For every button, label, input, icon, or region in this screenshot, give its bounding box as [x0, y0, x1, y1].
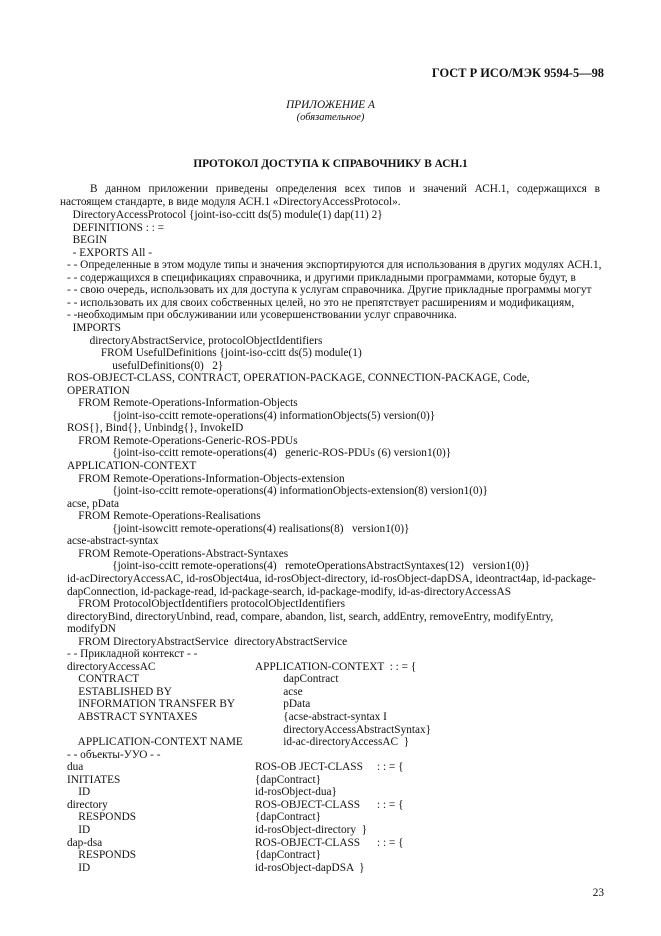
appendix-status: (обязательное): [296, 112, 365, 123]
listing-line-value: {dapContract}: [255, 773, 322, 786]
listing-line: APPLICATION-CONTEXT: [67, 460, 197, 472]
listing-line-value: {acse-abstract-syntax I: [255, 711, 387, 723]
listing-line: acse-abstract-syntax: [67, 535, 159, 548]
listing-line: - EXPORTS All -: [67, 246, 152, 259]
listing-line: IMPORTS: [67, 321, 121, 334]
appendix-title: ПРИЛОЖЕНИЕ А: [286, 99, 375, 111]
listing-line: {joint-iso-ccitt remote-operations(4) generic-ROS-PDUs (6) version1(0)}: [67, 447, 452, 460]
listing-line: id-acDirectoryAccessAC, id-rosObject4ua, id-rosObject-directory, id-rosObject-dapDSA, ideontract4ap, id-package-: [67, 572, 596, 585]
listing-line-value: directoryAccessAbstractSyntax}: [255, 723, 432, 736]
listing-line: FROM Remote-Operations-Information-Objects: [67, 397, 298, 410]
listing-line: - -необходимым при обслуживании или усовершенствовании услуг справочника.: [67, 309, 457, 322]
listing-line: ABSTRACT SYNTAXES: [67, 711, 198, 723]
listing-line: ID: [67, 786, 91, 799]
listing-line: FROM UsefulDefinitions {joint-iso-ccitt ds(5) module(1): [67, 347, 362, 360]
listing-line-value: ROS-OBJECT-CLASS : : = {: [255, 798, 404, 811]
intro-paragraph: В данном приложении приведены определения всех типов и значений АСН.1, содержащихся в настоящем стандарте, в виде модуля АСН.1 «DirectoryAccessProtocol».: [60, 183, 600, 208]
listing-line-value: ROS-OBJECT-CLASS : : = {: [255, 836, 404, 849]
listing-line: FROM Remote-Operations-Realisations: [67, 510, 261, 523]
listing-line: directory: [67, 798, 108, 811]
listing-line: CONTRACT: [67, 673, 140, 686]
document-title: ПРОТОКОЛ ДОСТУПА К СПРАВОЧНИКУ В АСН.1: [193, 158, 468, 170]
listing-line: DEFINITIONS : : =: [67, 221, 165, 234]
listing-line: RESPONDS: [67, 849, 137, 862]
listing-line: FROM ProtocolObjectIdentifiers protocolObjectIdentifiers: [67, 598, 345, 611]
listing-line-value: ROS-OB JECT-CLASS : : = {: [255, 761, 404, 774]
listing-line-value: id-rosObject-directory }: [255, 823, 368, 836]
listing-line: ROS{}, Bind{}, Unbindg{}, InvokeID: [67, 422, 244, 435]
listing-line: - - содержащихся в спецификациях справочника, и другими прикладными программами, которые будут, в: [67, 271, 576, 284]
listing-line: {joint-isowcitt remote-operations(4) realisations(8) version1(0)}: [67, 522, 410, 535]
listing-line: FROM Remote-Operations-Information-Objects-extension: [67, 472, 345, 485]
listing-line: FROM DirectoryAbstractService directoryAbstractService: [67, 635, 348, 648]
listing-line: directoryAbstractService, protocolObjectIdentifiers: [67, 334, 323, 347]
listing-line: directoryAccessAC: [67, 660, 156, 673]
listing-line: acse, pData: [67, 497, 120, 510]
listing-line-value: acse: [255, 685, 303, 698]
listing-line: INITIATES: [67, 773, 121, 786]
listing-line: - - объекты-УУО - -: [67, 748, 161, 761]
listing-line: FROM Remote-Operations-Abstract-Syntaxes: [67, 547, 289, 560]
listing-line: - - Определенные в этом модуле типы и значения экспортируются для использования в других модулях АСН.1,: [67, 259, 602, 272]
listing-line-value: pData: [255, 698, 311, 711]
listing-line: ID: [67, 823, 91, 836]
listing-line: DirectoryAccessProtocol {joint-iso-ccitt ds(5) module(1) dap(11) 2}: [67, 209, 383, 221]
listing-line: ROS-OBJECT-CLASS, CONTRACT, OPERATION-PACKAGE, CONNECTION-PACKAGE, Code,: [67, 372, 530, 385]
listing-line: dapConnection, id-package-read, id-package-search, id-package-modify, id-as-directoryAccessAS: [67, 585, 512, 598]
listing-line: {joint-iso-ccitt remote-operations(4) informationObjects-extension(8) version1(0)}: [67, 485, 488, 498]
listing-line: BEGIN: [67, 234, 108, 247]
listing-line: - - Прикладной контекст - -: [67, 648, 198, 661]
listing-line: dua: [67, 761, 84, 774]
listing-line-value: id-rosObject-dapDSA }: [255, 861, 365, 874]
listing-line: - - свою очередь, использовать их для доступа к услугам справочника. Другие прикладные программы могут: [67, 284, 592, 297]
listing-line: directoryBind, directoryUnbind, read, compare, abandon, list, search, addEntry, removeEntry, modifyEntry,: [67, 610, 554, 623]
listing-line: - - использовать их для своих собственных целей, но это не препятствует расширениям и модификациям,: [67, 296, 575, 309]
listing-line-value: id-ac-directoryAccessAC }: [255, 736, 410, 749]
listing-line: APPLICATION-CONTEXT NAME: [67, 736, 243, 749]
listing-line: RESPONDS: [67, 811, 137, 824]
standard-header: ГОСТ Р ИСО/МЭК 9594-5—98: [431, 66, 604, 80]
listing-line-value: APPLICATION-CONTEXT : : = {: [255, 660, 417, 673]
listing-line: dap-dsa: [67, 836, 103, 849]
listing-line: ESTABLISHED BY: [67, 685, 172, 698]
listing-line: FROM Remote-Operations-Generic-ROS-PDUs: [67, 434, 298, 447]
listing-line: {joint-iso-ccitt remote-operations(4) remoteOperationsAbstractSyntaxes(12) version1(0)}: [67, 560, 530, 573]
page-number: 23: [592, 887, 604, 899]
listing-line: {joint-iso-ccitt remote-operations(4) informationObjects(5) version(0)}: [67, 409, 436, 422]
listing-line: INFORMATION TRANSFER BY: [67, 698, 236, 711]
listing-line: ID: [67, 861, 91, 874]
listing-line-value: {dapContract}: [255, 811, 322, 824]
listing-line-value: id-rosObject-dua}: [255, 786, 337, 799]
listing-line: modifyDN: [67, 623, 116, 636]
listing-line: OPERATION: [67, 384, 130, 397]
listing-line: usefulDefinitions(0) 2}: [67, 359, 224, 372]
listing-line-value: dapContract: [255, 673, 339, 686]
listing-line-value: {dapContract}: [255, 849, 322, 862]
